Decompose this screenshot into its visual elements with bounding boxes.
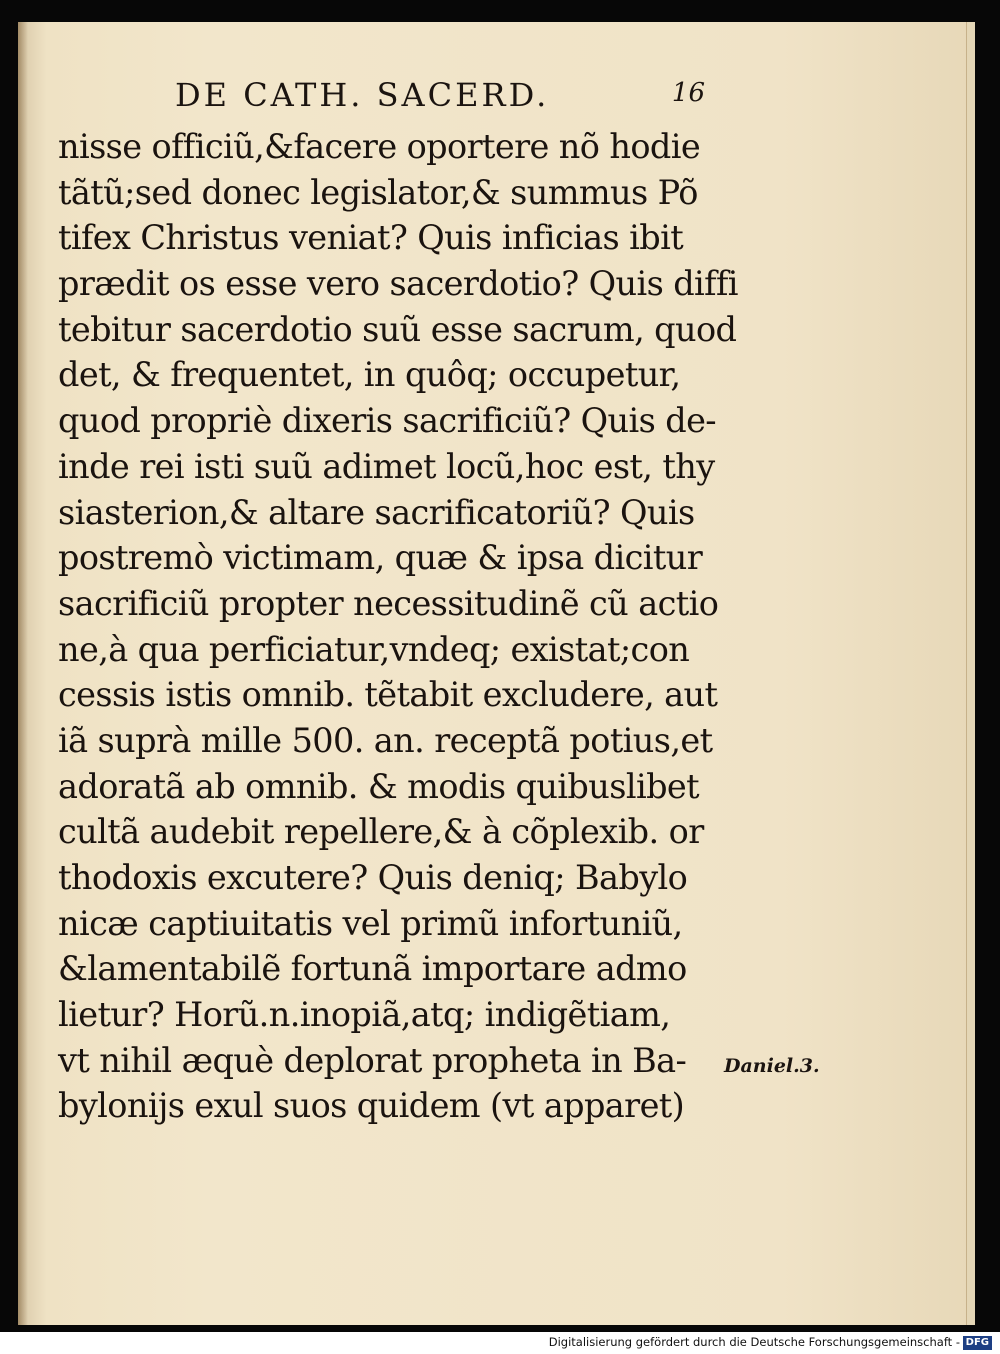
text-line: adoratã ab omnib. & modis quibuslibet	[58, 766, 699, 806]
text-line: quod propriè dixeris sacrificiũ? Quis de-	[58, 401, 717, 441]
text-line: vt nihil æquè deplorat propheta in Ba-	[58, 1040, 687, 1080]
text-line: bylonijs exul suos quidem (vt apparet)	[58, 1086, 685, 1126]
footer-bar	[0, 1332, 1000, 1354]
text-line: siasterion,& altare sacrificatoriũ? Quis	[58, 492, 695, 532]
text-line: thodoxis excutere? Quis deniq; Babylo	[58, 858, 688, 897]
text-line: cessis istis omnib. tẽtabit excludere, aut	[58, 675, 718, 715]
text-line: tifex Christus veniat? Quis inficias ibit	[58, 218, 684, 258]
text-line: lietur? Horũ.n.inopiã,atq; indigẽtiam,	[58, 995, 671, 1035]
page-gutter-shadow	[18, 22, 28, 1325]
running-title: DE CATH. SACERD.	[175, 76, 550, 114]
text-line: tebitur sacerdotio suũ esse sacrum, quod	[58, 309, 737, 349]
page-header	[175, 76, 715, 116]
page-edge	[966, 22, 975, 1325]
text-line: prædit os esse vero sacerdotio? Quis diffi	[58, 264, 738, 304]
text-line: det, & frequentet, in quôq; occupetur,	[58, 355, 681, 395]
text-line: nisse officiũ,&facere oportere nõ hodie	[58, 127, 701, 166]
text-line: iã suprà mille 500. an. receptã potius,et	[58, 720, 713, 760]
text-line: inde rei isti suũ adimet locũ,hoc est, thy	[58, 446, 715, 486]
text-line: ne,à qua perficiatur,vndeq; existat;con	[58, 629, 690, 669]
dfg-logo-icon: DFG	[963, 1336, 992, 1350]
marginal-note: Daniel.3.	[724, 1055, 820, 1077]
text-line: postremò victimam, quæ & ipsa dicitur	[58, 538, 703, 578]
text-line: &lamentabilẽ fortunã importare admo	[58, 949, 687, 989]
text-line: nicæ captiuitatis vel primũ infortuniũ,	[58, 903, 683, 943]
text-line: sacrificiũ propter necessitudinẽ cũ actio	[58, 583, 719, 623]
body-text	[58, 124, 738, 1129]
page-number: 16	[671, 78, 705, 108]
funding-credit: Digitalisierung gefördert durch die Deutsche Forschungsgemeinschaft -	[548, 1335, 960, 1349]
text-line: cultã audebit repellere,& à cõplexib. or	[58, 812, 704, 852]
text-line: tãtũ;sed donec legislator,& summus Põ	[58, 172, 698, 212]
